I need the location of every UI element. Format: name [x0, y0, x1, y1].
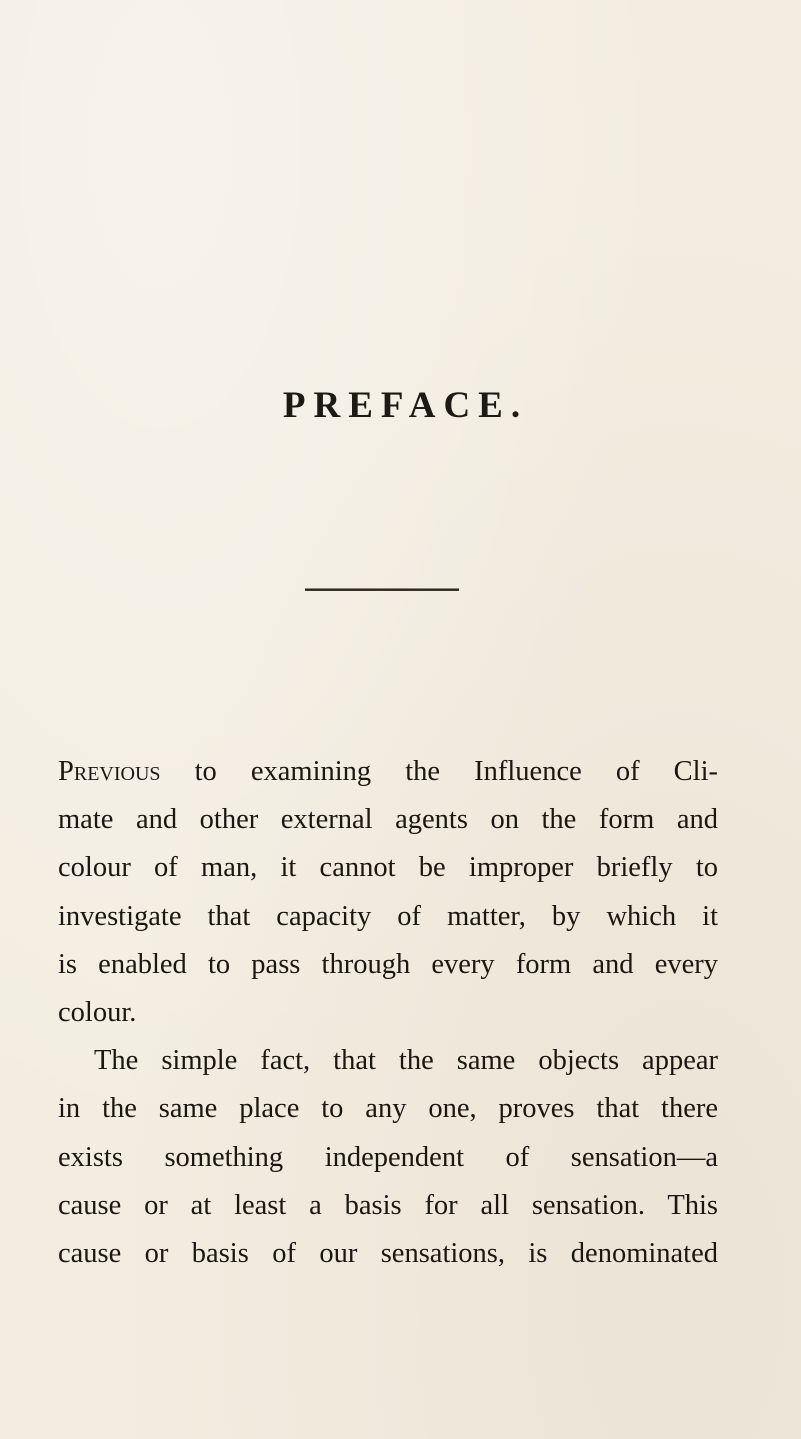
text-line: is enabled to pass through every form and every [58, 948, 718, 980]
text-line: The simple fact, that the same objects appear [94, 1045, 718, 1077]
text-line: colour of man, it cannot be improper briefly to [58, 852, 718, 884]
preface-body [58, 748, 718, 1278]
text-line: exists something independent of sensation—a [58, 1141, 718, 1173]
text-line: cause or basis of our sensations, is denominated [58, 1238, 718, 1270]
text-line: in the same place to any one, proves that there [58, 1093, 718, 1125]
decorative-rule [305, 588, 459, 592]
text-line: colour. [58, 997, 137, 1029]
text-line: cause or at least a basis for all sensation. This [58, 1189, 718, 1221]
text-line: Previous to examining the Influence of Cli- [58, 756, 718, 787]
paragraph-1 [58, 748, 718, 1037]
text-line: mate and other external agents on the form and [58, 804, 718, 836]
preface-heading: PREFACE. [282, 385, 529, 426]
opening-word: Previous [58, 756, 161, 787]
paragraph-2 [58, 1037, 718, 1278]
text-line: investigate that capacity of matter, by which it [58, 900, 718, 932]
